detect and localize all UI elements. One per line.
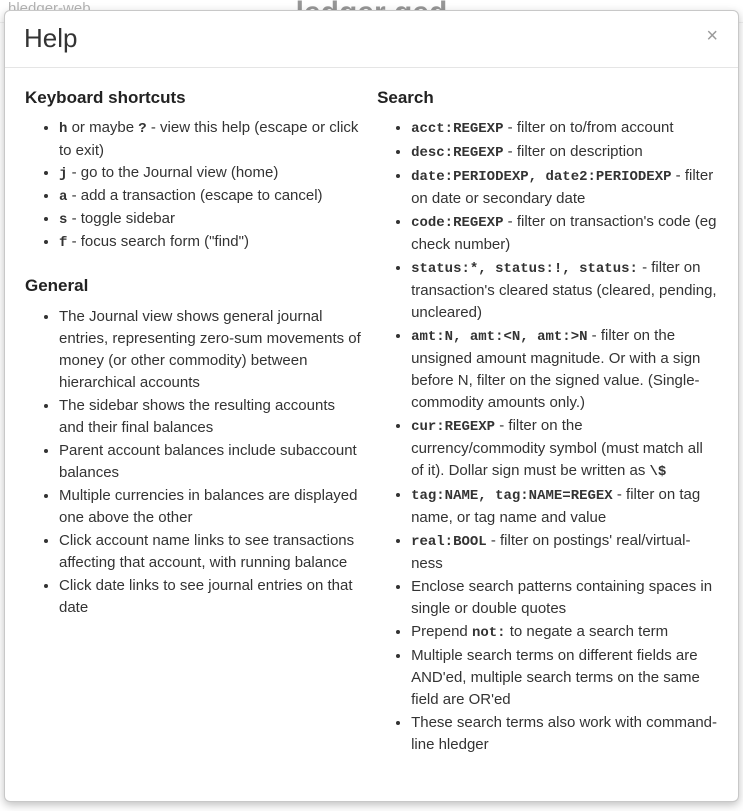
search-term-text: - filter on date or secondary date <box>411 167 714 208</box>
search-term-text: - filter on tag name, or tag name and value <box>411 486 701 527</box>
search-term-text: - filter on to/from account <box>503 119 674 137</box>
search-term-text: - filter on description <box>503 143 643 161</box>
list-item <box>411 415 718 483</box>
help-column-right <box>376 84 718 757</box>
list-item: • Parent account balances include subaccount balances <box>59 440 362 484</box>
shortcut-text: or maybe <box>67 119 139 137</box>
close-icon[interactable]: × <box>702 24 722 48</box>
search-term-code: desc:REGEXP <box>411 145 504 162</box>
shortcut-key: j <box>59 166 68 183</box>
search-terms-list <box>377 117 718 756</box>
keyboard-shortcuts-list <box>25 117 362 254</box>
search-term-text: - filter on the currency/commodity symbol (must match all of it). Dollar sign must be written as <box>411 417 703 480</box>
list-item <box>411 117 718 140</box>
shortcut-key: h <box>59 121 68 138</box>
search-term-code: cur:REGEXP <box>411 419 496 436</box>
list-item <box>59 231 362 254</box>
list-item <box>59 185 362 208</box>
help-column-left <box>25 84 376 757</box>
search-term-code: real:BOOL <box>411 534 487 551</box>
keyboard-shortcuts-heading: Keyboard shortcuts <box>25 88 186 107</box>
list-item <box>411 621 718 644</box>
search-term-text: - filter on transaction's code (eg check number) <box>411 213 717 254</box>
list-item: • Multiple currencies in balances are displayed one above the other <box>59 485 362 529</box>
list-item <box>411 211 718 256</box>
help-dialog-title: Help <box>24 23 78 53</box>
search-term-text: to negate a search term <box>505 623 669 641</box>
list-item <box>411 141 718 164</box>
list-item <box>59 162 362 185</box>
shortcut-text: - add a transaction (escape to cancel) <box>67 187 323 205</box>
list-item <box>411 165 718 210</box>
search-term-code: acct:REGEXP <box>411 121 504 138</box>
list-item <box>411 484 718 529</box>
list-item <box>411 257 718 324</box>
general-list <box>25 306 362 619</box>
help-dialog <box>4 10 739 802</box>
search-term-code: amt:N, amt:<N, amt:>N <box>411 329 588 346</box>
search-term-code: date:PERIODEXP, date2:PERIODEXP <box>411 169 672 186</box>
list-item: • Click date links to see journal entries on that date <box>59 575 362 619</box>
shortcut-key: f <box>59 235 68 252</box>
search-term-text: - filter on postings' real/virtual-ness <box>411 532 691 573</box>
help-dialog-body <box>5 68 738 767</box>
shortcut-text-tail: - view this help (escape or click to exit) <box>59 119 359 160</box>
shortcut-text: - toggle sidebar <box>67 210 175 228</box>
shortcut-key-alt: ? <box>138 121 147 138</box>
search-term-code: status:*, status:!, status: <box>411 261 638 278</box>
search-term-text: - filter on the unsigned amount magnitude. Or with a sign before N, filter on the signed value. (Single-commodity amounts only.) <box>411 327 701 412</box>
shortcut-key: s <box>59 212 68 229</box>
list-item: • Multiple search terms on different fields are AND'ed, multiple search terms on the same field are OR'ed <box>411 645 718 711</box>
search-term-text-pre: Prepend <box>411 623 472 641</box>
list-item: • The sidebar shows the resulting accounts and their final balances <box>59 395 362 439</box>
search-term-code-tail: \$ <box>649 464 667 481</box>
list-item <box>59 117 362 162</box>
help-dialog-header <box>5 11 738 68</box>
general-heading: General <box>25 276 89 296</box>
list-item: • The Journal view shows general journal entries, representing zero-sum movements of money (or other commodity) between hierarchical accounts <box>59 306 362 394</box>
list-item <box>411 530 718 575</box>
search-term-text: - filter on transaction's cleared status (cleared, pending, uncleared) <box>411 259 717 322</box>
list-item: • Enclose search patterns containing spaces in single or double quotes <box>411 576 718 620</box>
list-item: • Click account name links to see transactions affecting that account, with running balance <box>59 530 362 574</box>
search-term-code: not: <box>471 625 506 642</box>
list-item <box>411 325 718 414</box>
list-item: • These search terms also work with command-line hledger <box>411 712 718 756</box>
search-term-code: tag:NAME, tag:NAME=REGEX <box>411 488 613 505</box>
shortcut-text: - focus search form ("find") <box>67 233 249 251</box>
shortcut-key: a <box>59 189 68 206</box>
shortcut-text: - go to the Journal view (home) <box>67 164 279 182</box>
list-item <box>59 208 362 231</box>
search-heading: Search <box>377 88 434 107</box>
search-term-code: code:REGEXP <box>411 215 504 232</box>
